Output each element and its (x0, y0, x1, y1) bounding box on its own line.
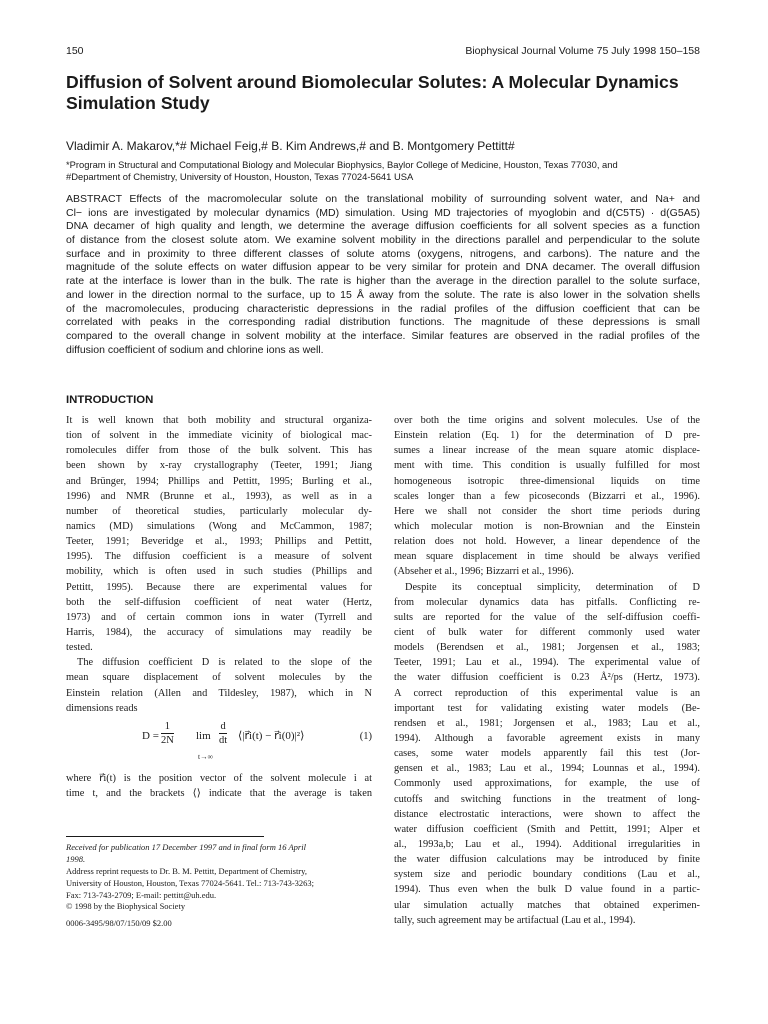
title-line: Diffusion of Solvent around Biomolecular Solutes: A Molecular Dynamics (66, 72, 679, 92)
footnotes (66, 842, 376, 930)
copyright-note: © 1998 by the Biophysical Society (66, 901, 186, 912)
article-title (66, 72, 706, 114)
text-line: which molecular motion is non-Brownian and the Einstein (394, 520, 700, 532)
footnote-divider (66, 836, 264, 837)
received-note: Received for publication 17 December 1997 and in final form 16 April (66, 842, 306, 852)
text-line: scales longer than a few picoseconds (Bizzarri et al., 1996). (394, 490, 700, 502)
text-line: over both the time origins and solvent molecules. Use of the (394, 415, 700, 426)
text-line: sumes a linear increase of the mean square atomic displace- (394, 445, 700, 457)
text-line: Here we shall not consider the short time periods during (394, 505, 700, 517)
issn-note: 0006-3495/98/07/150/09 $2.00 (66, 918, 172, 929)
text-line: tion of solvent in the immediate vicinity of biological mac- (66, 430, 372, 442)
derivative-numerator: d (220, 720, 226, 732)
page-number: 150 (66, 45, 84, 57)
text-line: mean square displacement in time should be always verified (394, 551, 700, 563)
left-column (66, 413, 372, 801)
text-line: A correct reproduction of this experimental value is an (394, 687, 700, 699)
text-line: been shown by x-ray crystallography (Teeter, 1991; Jiang (66, 460, 372, 472)
text-line: homogeneous isotropic three-dimensional liquids on time (394, 475, 700, 487)
text-line: It is well known that both mobility and structural organiza- (66, 415, 372, 426)
text-line: Harris, 1984), the accuracy of simulations may readily be (66, 626, 372, 638)
text-line: 1995). The diffusion coefficient is a measure of solvent (66, 551, 372, 563)
paragraph (66, 771, 372, 801)
derivative-denominator: dt (219, 734, 228, 746)
text-line: the water diffusion calculations may be introduced by finite (394, 854, 700, 866)
abstract-line: and lower in the direction normal to the surface, up to 15 Å away from the solute. The rate is also lower in the solvation shells (66, 288, 700, 301)
text-line: Teeter, 1991; Beveridge et al., 1993; Phillips and Pettitt, (66, 536, 372, 548)
text-line: rendsen et al., 1981; Jorgensen et al., 1983; Lau et al., (394, 717, 700, 729)
abstract-line: correlated with peaks in the corresponding radial distribution functions. The magnitude of these depressions is small (66, 316, 700, 329)
abstract-line: of the macromolecules, producing characteristic depressions in the radial profiles of the diffusion coefficient that can be (66, 302, 700, 315)
abstract-line: Cl− ions are investigated by molecular dynamics (MD) simulation. Using MD trajectories of myoglobin and d(C5T5) · d(G5A5) (66, 206, 700, 219)
author-list: Vladimir A. Makarov,*# Michael Feig,# B. Kim Andrews,# and B. Montgomery Pettitt# (66, 139, 515, 153)
text-line: al., 1993a,b; Lau et al., 1994). Additional irregularities in (394, 838, 700, 850)
equation-number: (1) (359, 730, 372, 742)
text-line: water diffusion coefficient (Smith and Pettitt, 1991; Alper et (394, 823, 700, 835)
abstract-line: compared to the overall change in solvent mobility at the interface. Similar features are observed in the radial profiles of the (66, 329, 700, 342)
text-line: from molecular dynamics data has pitfalls. Conflicting re- (394, 596, 700, 608)
limit-operator: lim (196, 729, 211, 742)
received-note: 1998. (66, 853, 86, 864)
title-line: Simulation Study (66, 93, 210, 113)
text-line: important test for validating existing water models (Be- (394, 702, 700, 714)
text-line: Teeter, 1991; Lau et al., 1994). The experimental value of (394, 657, 700, 669)
address-note: University of Houston, Houston, Texas 77024-5641. Tel.: 713-743-3263; (66, 877, 315, 888)
text-line: cutoffs and switching functions in the treatment of long- (394, 793, 700, 805)
affiliation: *Program in Structural and Computational Biology and Molecular Biophysics, Baylor College of Medicine, Houston, Texas 77030, and (66, 159, 618, 170)
text-line: Einstein relation (Allen and Tildesley, 1987), which in N (66, 687, 372, 699)
derivative-operator (219, 720, 227, 747)
text-line: relation does not hold. However, a linear dependence of the (394, 536, 700, 548)
fraction-denominator: 2N (161, 734, 174, 746)
text-line: 1996) and NMR (Brunne et al., 1993), as well as in a (66, 490, 372, 502)
text-line: (Abseher et al., 1996; Bizzarri et al., 1996). (394, 566, 574, 578)
text-line: mobility, which is often used in such studies (Phillips and (66, 566, 372, 578)
paragraph (394, 413, 700, 580)
equation-body: ⟨|r⃗i(t) − r⃗i(0)|²⟩ (238, 729, 305, 742)
abstract (66, 193, 700, 357)
section-heading-introduction: INTRODUCTION (66, 394, 154, 406)
text-line: Despite its conceptual simplicity, determination of D (405, 581, 700, 593)
text-line: where r⃗i(t) is the position vector of the solvent molecule i at (66, 772, 372, 784)
right-column (394, 413, 700, 928)
text-line: dimensions reads (66, 702, 138, 714)
abstract-line: of distance from the closest solute atom. We examine solvent mobility in the directions parallel and perpendicular to the solute (66, 234, 700, 247)
text-line: cient of bulk water for different commonly used water (394, 626, 700, 638)
address-note: Fax: 713-743-2709; E-mail: pettitt@uh.edu. (66, 889, 217, 900)
abstract-line: DNA decamer of high quality and length, we determine the average diffusion coefficients for all solvent species as a function (66, 220, 700, 233)
text-line: ment with time. This condition is usually fulfilled for most (394, 460, 700, 472)
abstract-line: magnitude of the solute effects on water diffusion appear to be very similar for protein and DNA decamer. The overall diffusion (66, 261, 700, 274)
text-line: sults are reported for the value of the self-diffusion coeffi- (394, 611, 700, 623)
text-line: time t, and the brackets ⟨⟩ indicate that the average is taken (66, 787, 372, 799)
text-line: Commonly used approximations, for example, the use of (394, 778, 700, 790)
text-line: Einstein relation (Eq. 1) for the determination of D pre- (394, 430, 700, 442)
text-line: and Brünger, 1994; Phillips and Pettitt, 1995; Burling et al., (66, 475, 372, 487)
text-line: the water diffusion coefficient is 0.23 Å²/ps (Hertz, 1973). (394, 672, 700, 684)
text-line: 1994). Thus even when the bulk D value found in a partic- (394, 884, 700, 896)
text-line: models (Berendsen et al., 1981; Jorgensen et al., 1983; (394, 642, 700, 654)
abstract-line: diffusion coefficient of sodium and chlorine ions as well. (66, 343, 324, 356)
text-line: tested. (66, 642, 93, 654)
text-line: 1994). Although a favorable agreement exists in many (394, 732, 700, 744)
text-line: distance electrostatic interactions, were shown to affect the (394, 808, 700, 820)
equation-fraction (161, 720, 174, 747)
text-line: tally, such agreement may be artifactual (Lau et al., 1994). (394, 914, 636, 926)
text-line: romolecules differ from those of the bulk solvent. This has (66, 445, 372, 457)
equation-1 (66, 720, 372, 766)
text-line: mean square displacement of solvent molecules by the (66, 672, 372, 684)
equation-lhs: D = (142, 729, 159, 742)
text-line: The diffusion coefficient D is related to the slope of the (77, 657, 372, 669)
paragraph (66, 413, 372, 655)
affiliation: #Department of Chemistry, University of Houston, Houston, Texas 77024-5641 USA (66, 171, 414, 182)
text-line: cases, some water models apparently fail this test (Jor- (394, 748, 700, 760)
text-line: 1973) and of certain common ions in water (Tyrrell and (66, 611, 372, 623)
abstract-line: ABSTRACT Effects of the macromolecular solute on the translational mobility of surrounding solvent water, and Na+ and (66, 193, 700, 205)
address-note: Address reprint requests to Dr. B. M. Pettitt, Department of Chemistry, (66, 865, 307, 876)
paragraph (66, 655, 372, 716)
text-line: gensen et al., 1983; Lau et al., 1994; Lounnas et al., 1994). (394, 763, 700, 775)
paragraph (394, 580, 700, 928)
text-line: namics (MD) simulations (Wong and McCammon, 1987; (66, 520, 372, 532)
text-line: number of theoretical studies, particularly molecular dy- (66, 505, 372, 517)
abstract-line: surface and in proximity to three different classes of solute atoms (oxygens, nitrogens, and carbons). The nature and the (66, 247, 700, 260)
fraction-numerator: 1 (161, 720, 174, 734)
text-line: ular simulation actually matches that obtained experimen- (394, 899, 700, 911)
limit-subscript: t→∞ (198, 751, 213, 761)
text-line: system size and periodic boundary conditions (Lau et al., (394, 869, 700, 881)
journal-reference: Biophysical Journal Volume 75 July 1998 150–158 (465, 45, 700, 57)
abstract-line: rate at the interface is lower than in the bulk. The rate is higher than the average in the direction parallel to the solute surface, (66, 275, 700, 288)
text-line: Pettitt, 1995). Because there are experimental values for (66, 581, 372, 593)
text-line: both the self-diffusion coefficient of neat water (Hertz, (66, 596, 372, 608)
